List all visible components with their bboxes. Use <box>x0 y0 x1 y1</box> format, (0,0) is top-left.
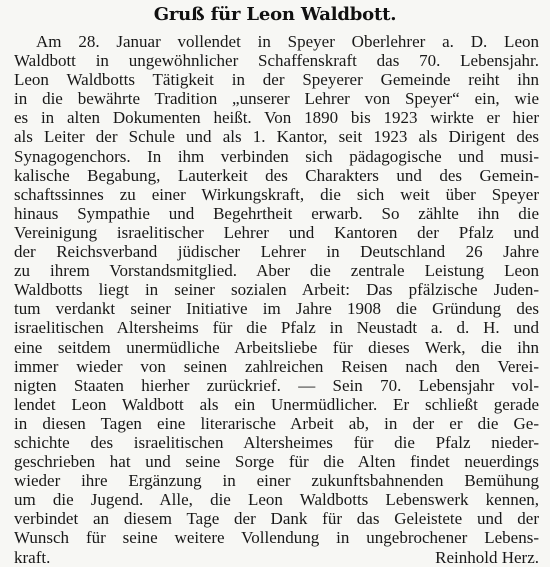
article-line: Waldbotts liegt in seiner sozialen Arbeit: Das pfälzische Juden- <box>14 280 539 300</box>
article-line: es in alten Dokumenten heißt. Von 1890 bis 1923 wirkte er hier <box>14 108 539 128</box>
article-line: Leon Waldbotts Tätigkeit in der Speyerer Gemeinde reiht ihn <box>14 70 539 90</box>
article-line: Waldbott in ungewöhnlicher Schaffenskraft das 70. Lebensjahr. <box>14 51 539 71</box>
article-line: hinaus Sympathie und Begehrtheit erwarb. So zählte ihn die <box>14 203 539 223</box>
article-line: immer wieder von seinen zahlreichen Reisen nach den Verei- <box>14 356 539 376</box>
article-line: kalische Begabung, Lauterkeit des Charakters und des Gemein- <box>14 165 539 185</box>
article-line: um die Jugend. Alle, die Leon Waldbotts Lebenswerk kennen, <box>14 490 539 510</box>
article-line: tum verdankt seiner Initiative im Jahre 1908 die Gründung des <box>14 299 539 319</box>
article-line: geschrieben hat und seine Sorge für die Alten findet neuerdings <box>14 452 539 472</box>
article-line: verbindet an diesem Tage der Dank für das Geleistete und der <box>14 509 539 529</box>
article-body <box>14 32 539 567</box>
article-line: der Reichsverband jüdischer Lehrer in Deutschland 26 Jahre <box>14 242 539 262</box>
article-line: kraft. <box>14 547 51 567</box>
article-line: schaftssinnes zu einer Wirkungskraft, die sich weit über Speyer <box>14 184 539 204</box>
article-line: schichte des israelitischen Altersheimes für die Pfalz nieder- <box>14 432 539 452</box>
article-line: nigten Staaten hierher zurückrief. — Sein 70. Lebensjahr vol- <box>14 375 539 395</box>
article-line: in die bewährte Tradition „unserer Lehrer von Speyer“ ein, wie <box>14 89 539 109</box>
article-line: wieder ihre Ergänzung in einer zukunftsbahnenden Bemühung <box>14 471 539 491</box>
article-line: Wunsch für seine weitere Vollendung in ungebrochener Lebens- <box>14 528 539 548</box>
article-line: als Leiter der Schule und als 1. Kantor, seit 1923 als Dirigent des <box>14 127 539 147</box>
article-title: Gruß für Leon Waldbott. <box>153 4 397 25</box>
article-line: lendet Leon Waldbott als ein Unermüdlicher. Er schließt gerade <box>14 394 539 414</box>
article-line: zu ihrem Vorstandsmitglied. Aber die zentrale Leistung Leon <box>14 261 539 281</box>
article-line: israelitischen Altersheims für die Pfalz in Neustadt a. d. H. und <box>14 318 539 338</box>
article-line: Synagogenchors. In ihm verbinden sich pädagogische und musi- <box>14 146 539 166</box>
article-line: Am 28. Januar vollendet in Speyer Oberlehrer a. D. Leon <box>36 32 539 51</box>
article-line: in diesen Tagen eine literarische Arbeit ab, in der er die Ge- <box>14 413 539 433</box>
author-signature: Reinhold Herz. <box>435 547 539 567</box>
article-line: Vereinigung israelitischer Lehrer und Kantoren der Pfalz und <box>14 222 539 242</box>
article-line: eine seitdem unermüdliche Arbeitsliebe für dieses Werk, die ihn <box>14 337 539 357</box>
article-last-line <box>14 548 539 567</box>
